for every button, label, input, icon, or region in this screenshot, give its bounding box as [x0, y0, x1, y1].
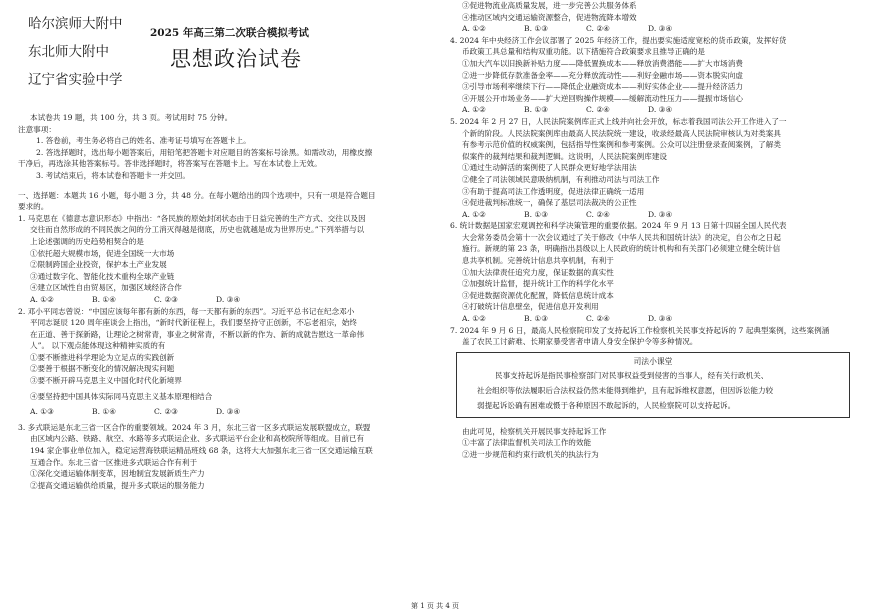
text-line: ③要不断开辟马克思主义中国化时代化新境界: [30, 376, 182, 386]
text-line: ④推动区域内交通运输资源整合，促进物流降本增效: [462, 12, 637, 22]
text-line: ④促进裁判标准统一，确保了基层司法裁决的公正性: [462, 198, 637, 208]
text-line: 4. 2024 年中央经济工作会议部署了 2025 年经济工作，提出要实施适度宽松的货币政策，发挥好货: [450, 35, 787, 45]
text-line: 2. 邓小平同志曾说：“中国应该每年都有新的东西，每一天都有新的东西”。习近平总书记在纪念邓小: [18, 306, 355, 316]
text-line: ①要不断推进科学理论为立足点的实践创新: [30, 352, 175, 362]
text-line: 个新的阶段。人民法院案例库由最高人民法院统一建设，收录经最高人民法院审核认为对类案具: [462, 128, 781, 138]
text-line: ④打破统计信息壁垒，促进信息开发利用: [462, 302, 599, 312]
school-name: 哈尔滨师大附中: [28, 16, 123, 32]
answer-option: C. ②④: [586, 24, 610, 34]
text-line: 7. 2024 年 9 月 6 日，最高人民检察院印发了支持起诉工作检察机关民事支持起诉的 7 起典型案例，这些案例涵: [450, 325, 830, 335]
text-line: 有参考示范价值的权威案例，包括指导性案例和参考案例。公众可以注册登录查阅案例，了解类: [462, 140, 781, 150]
answer-option: B. ①③: [524, 24, 549, 34]
paper-title: 思想政治试卷: [170, 47, 302, 71]
text-line: 1. 答卷前，考生务必将自己的姓名、准考证号填写在答题卡上。: [36, 136, 251, 146]
text-line: ②限制跨国企业投资，保护本土产业发展: [30, 260, 167, 270]
text-line: 似案件的裁判结果和裁判逻辑。这说明，人民法院案例库建设: [462, 151, 668, 161]
text-line: 由此可见，检察机关开展民事支持起诉工作: [462, 426, 607, 436]
text-line: 由区域内公路、铁路、航空、水路等多式联运企业、多式联运平台企业和高校院所等组成。目前已有: [30, 434, 365, 444]
text-line: 平同志诞辰 120 周年座谈会上指出，“新时代新征程上，我们要坚持守正创新，不忘老祖宗，始终: [30, 318, 357, 328]
right-tail: [450, 422, 860, 461]
answer-option: D. ③④: [648, 24, 673, 34]
law-box-title: 司法小课堂: [633, 356, 673, 366]
answer-option: C. ②④: [586, 105, 610, 115]
law-box-line: 社会组织等依法履职后合法权益仍然未能得到维护，且有起诉维权意愿，但因诉讼能力较: [477, 385, 774, 395]
answer-option: B. ①③: [524, 314, 549, 324]
text-line: 交往而自然形成的不同民族之间的分工消灭得越是彻底，历史也就越是成为世界历史。”下列举措与以: [30, 225, 365, 235]
answer-option: B. ①③: [524, 105, 549, 115]
text-line: ①通过生动鲜活的案例使了人民群众更好地学法用法: [462, 163, 637, 173]
text-line: 上论述强调的历史趋势相契合的是: [30, 236, 144, 246]
answer-option: C. ②④: [586, 314, 610, 324]
text-line: 1. 马克思在《德意志意识形态》中指出：“各民族的原始封闭状态由于日益完善的生产方式、交往以及因: [18, 213, 366, 223]
answer-option: B. ①③: [524, 209, 549, 219]
text-line: ③促进物流业高质量发展，进一步完善公共服务体系: [462, 1, 637, 10]
answer-option: A. ①③: [30, 407, 54, 417]
law-box-line: 弱提起诉讼确有困难或慑于各种原因不敢起诉的，人民检察院可以支持起诉。: [477, 400, 736, 410]
text-line: 人”。 以下观点能体现这种精神实质的有: [30, 341, 166, 351]
text-line: ②进一步规范和约束行政机关的执法行为: [462, 450, 599, 459]
text-line: 币政策工具总量和结构双重功能。以下措施符合政策要求且推导正确的是: [462, 47, 705, 57]
answer-option: D. ③④: [216, 294, 241, 304]
answer-options: [450, 313, 860, 325]
text-line: 盖了农民工讨薪难、长期家暴受害者申请人身安全保护令等多种情况。: [462, 337, 698, 347]
answer-options: [450, 23, 860, 35]
text-line: 息共享机制。完善统计信息共享机制，有利于: [462, 256, 614, 266]
text-line: ①加大汽车以旧换新补贴力度——降低置换成本——释放消费潜能——扩大市场消费: [462, 58, 743, 68]
answer-options: [18, 294, 442, 306]
text-line: ①丰富了法律监督机关司法工作的效能: [462, 438, 592, 448]
law-box-line: 民事支持起诉是指民事检察部门对民事权益受到侵害的当事人，经有关行政机关、: [495, 370, 769, 380]
text-line: 施行。新规的第 23 条，明确指出县级以上人民政府的统计机构和有关部门必须建立健全统计信: [462, 244, 781, 254]
answer-option: C. ②③: [154, 294, 178, 304]
text-line: ③通过数字化、智能化技术重构全球产业链: [30, 271, 175, 281]
answer-options: [450, 104, 860, 116]
school-name: 辽宁省实验中学: [28, 72, 123, 88]
text-line: ①依托超大规模市场，促进全国统一大市场: [30, 248, 175, 258]
left-body: [18, 112, 442, 491]
answer-option: A. ①②: [30, 294, 54, 304]
text-line: 要求的。: [18, 202, 49, 212]
text-line: ②要善于根据不断变化的情况解决现实问题: [30, 364, 175, 374]
text-line: ④建立区域性自由贸易区，加强区域经济合作: [30, 283, 182, 293]
right-body: [450, 0, 860, 348]
answer-option: A. ①②: [462, 314, 486, 324]
page-footer: 第 1 页 共 4 页: [410, 602, 460, 610]
answer-options: [18, 406, 442, 418]
text-line: ③促进数据资源优化配置，降低信息统计成本: [462, 290, 614, 300]
text-line: ①加大法律责任追究力度，保证数据的真实性: [462, 267, 614, 277]
answer-options: [450, 209, 860, 221]
text-line: 194 家企事业单位加入，稳定运营海铁联运精品班线 68 条，这将大大加强东北三省一区交通运输互联: [30, 446, 373, 456]
left-column: [18, 0, 442, 597]
text-line: ④开展公开市场业务——扩大逆回购操作规模——缓解流动性压力——提振市场信心: [462, 93, 743, 103]
text-line: ②健全了司法领域民意吸纳机制，有利推动司法与司法工作: [462, 174, 660, 184]
school-list: [28, 10, 123, 94]
answer-option: D. ③④: [648, 314, 673, 324]
text-line: 互通合作。东北三省一区推进多式联运合作有利于: [30, 457, 198, 467]
text-line: ②加强统计监督，提升统计工作的科学化水平: [462, 279, 614, 289]
text-line: ②提高交通运输供给质量，提升多式联运的服务能力: [30, 480, 205, 490]
text-line: 5. 2024 年 2 月 27 日，人民法院案例库正式上线并向社会开放，标志着我国司法公开工作进入了一: [450, 116, 787, 126]
answer-option: D. ③④: [216, 407, 241, 417]
answer-option: A. ①②: [462, 105, 486, 115]
text-line: 6. 统计数据是国家宏观调控和科学决策管理的重要依据。2024 年 9 月 13 日第十四届全国人民代表: [450, 221, 787, 231]
answer-option: C. ②③: [154, 407, 178, 417]
answer-option: A. ①②: [462, 209, 486, 219]
spacer: [18, 182, 442, 190]
exam-title: 2025 年高三第二次联合模拟考试: [150, 27, 309, 39]
text-line: ③引导市场利率继续下行——降低企业融资成本——利好实体企业——提升经济活力: [462, 82, 743, 92]
text-line: 3. 多式联运是东北三省一区合作的重要领域。2024 年 3 月，东北三省一区多式联运发展联盟成立，联盟: [18, 422, 371, 432]
answer-option: C. ②④: [586, 209, 610, 219]
text-line: 一、选择题：本题共 16 小题，每小题 3 分，共 48 分。在每小题给出的四个选项中，只有一项是符合题目: [18, 190, 376, 200]
answer-option: B. ①④: [92, 294, 117, 304]
answer-option: A. ①②: [462, 24, 486, 34]
answer-option: D. ③④: [648, 209, 673, 219]
text-line: ③有助于提高司法工作透明度，促进法律正确统一适用: [462, 186, 645, 196]
text-line: 本试卷共 19 题，共 100 分，共 3 页。考试用时 75 分钟。: [30, 113, 233, 122]
answer-option: D. ③④: [648, 105, 673, 115]
text-line: ④要坚持把中国具体实际同马克思主义基本原理相结合: [30, 391, 213, 401]
text-line: ②进一步降低存款准备金率——充分释放流动性——利好金融市场——资本脱实向虚: [462, 70, 743, 80]
school-name: 东北师大附中: [28, 44, 109, 60]
law-classroom-box: [456, 352, 850, 418]
text-line: 大会常务委员会第十一次会议通过了关于修改《中华人民共和国统计法》的决定，自公布之日起: [462, 232, 781, 242]
text-line: 在正道、善于探新路，让理论之树常青，事业之树常青，不断以新的作为、新的成就告慰这一革命伟: [30, 329, 365, 339]
text-line: 注意事项：: [18, 124, 56, 134]
exam-header: [18, 0, 442, 112]
text-line: 3. 考试结束后，将本试卷和答题卡一并交回。: [36, 170, 190, 180]
text-line: ①深化交通运输体制变革，因地制宜发展新质生产力: [30, 469, 205, 479]
text-line: 2. 答选择题时，选出每小题答案后，用铅笔把答题卡对应题目的答案标号涂黑。如需改动，用橡皮擦: [36, 147, 373, 157]
text-line: 干净后，再选涂其他答案标号。答非选择题时，将答案写在答题卡上。写在本试卷上无效。: [18, 159, 322, 169]
right-column: [450, 0, 860, 597]
answer-option: B. ①④: [92, 407, 117, 417]
